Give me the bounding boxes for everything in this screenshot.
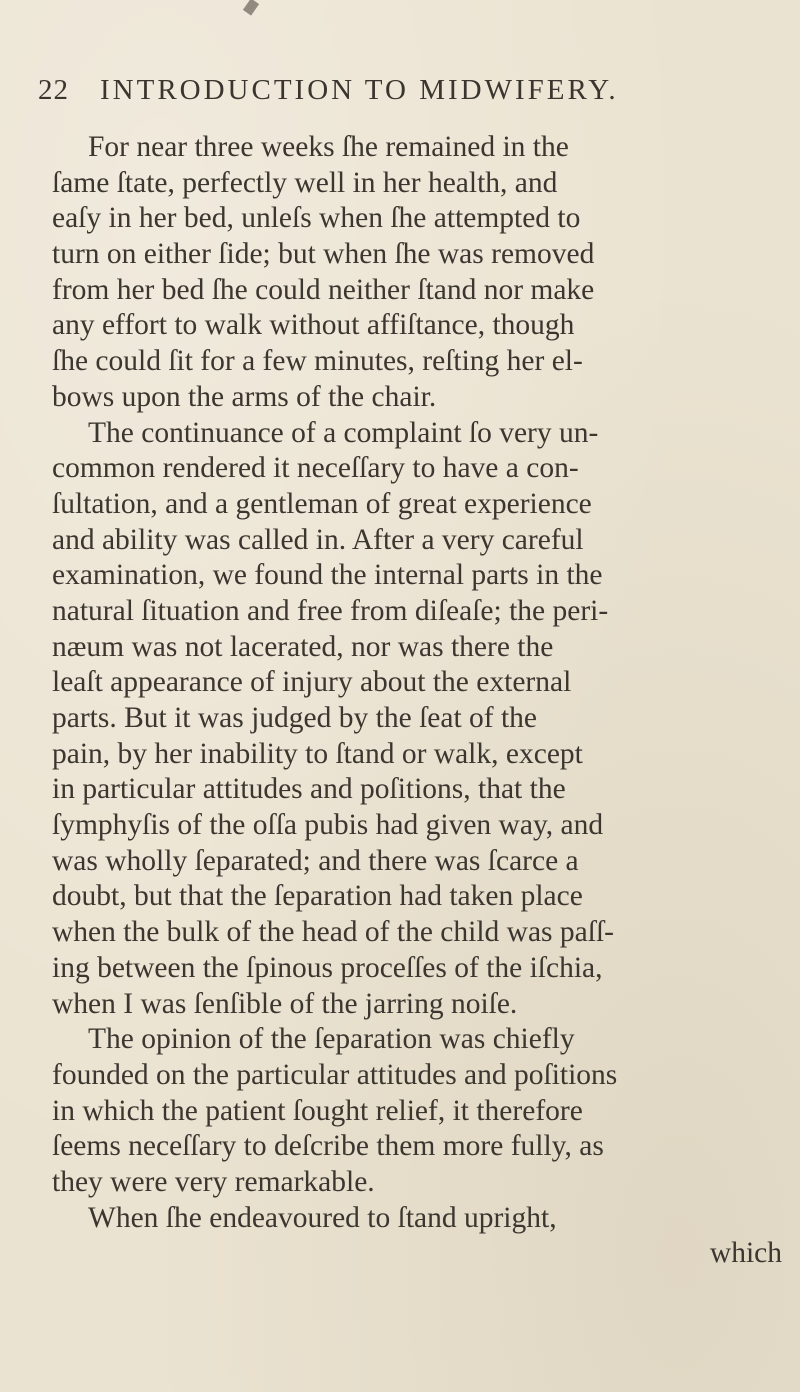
ink-mark <box>243 0 259 16</box>
text-line: ſhe could ſit for a few minutes, reſting her el- <box>52 345 583 378</box>
text-line: and ability was called in. After a very careful <box>52 523 584 556</box>
body-text <box>52 130 792 1272</box>
text-line: examination, we found the internal parts in the <box>52 559 603 592</box>
text-line: ſymphyſis of the oſſa pubis had given way, and <box>52 809 604 842</box>
catchword: which <box>709 1237 782 1270</box>
text-line: doubt, but that the ſeparation had taken place <box>52 880 583 913</box>
text-line: in which the patient ſought relief, it therefore <box>52 1094 583 1127</box>
text-line: næum was not lacerated, nor was there the <box>52 630 554 663</box>
text-line: When ſhe endeavoured to ſtand upright, <box>88 1201 557 1234</box>
text-line: leaſt appearance of injury about the external <box>52 666 572 699</box>
text-line: eaſy in her bed, unleſs when ſhe attempted to <box>52 202 581 235</box>
text-line: when the bulk of the head of the child was paſſ- <box>52 916 614 949</box>
text-line: turn on either ſide; but when ſhe was removed <box>52 238 595 271</box>
text-line: ſame ſtate, perfectly well in her health, and <box>52 166 558 199</box>
text-line: was wholly ſeparated; and there was ſcarce a <box>52 844 579 877</box>
text-line: ſultation, and a gentleman of great experience <box>52 487 592 520</box>
text-line: founded on the particular attitudes and poſitions <box>52 1058 618 1091</box>
text-line: in particular attitudes and poſitions, that the <box>52 773 566 806</box>
text-line: any effort to walk without affiſtance, though <box>52 309 575 342</box>
running-title: INTRODUCTION TO MIDWIFERY. <box>100 74 619 106</box>
text-line: from her bed ſhe could neither ſtand nor make <box>52 273 595 306</box>
page-number: 22 <box>38 74 69 106</box>
text-line: pain, by her inability to ſtand or walk, except <box>52 737 583 770</box>
text-line: parts. But it was judged by the ſeat of the <box>52 702 538 734</box>
text-line: The opinion of the ſeparation was chiefly <box>88 1023 575 1056</box>
text-line: common rendered it neceſſary to have a con- <box>52 452 579 485</box>
text-line: natural ſituation and free from diſeaſe; the peri- <box>52 594 609 627</box>
text-line: they were very remarkable. <box>52 1165 375 1198</box>
text-line: when I was ſenſible of the jarring noiſe. <box>52 987 518 1020</box>
text-line: For near three weeks ſhe remained in the <box>88 131 569 163</box>
text-line: bows upon the arms of the chair. <box>52 380 437 413</box>
text-line: ing between the ſpinous proceſſes of the iſchia, <box>52 951 603 984</box>
text-line: ſeems neceſſary to deſcribe them more fully, as <box>52 1130 604 1163</box>
text-line: The continuance of a complaint ſo very un- <box>88 416 599 449</box>
running-head <box>38 74 778 107</box>
